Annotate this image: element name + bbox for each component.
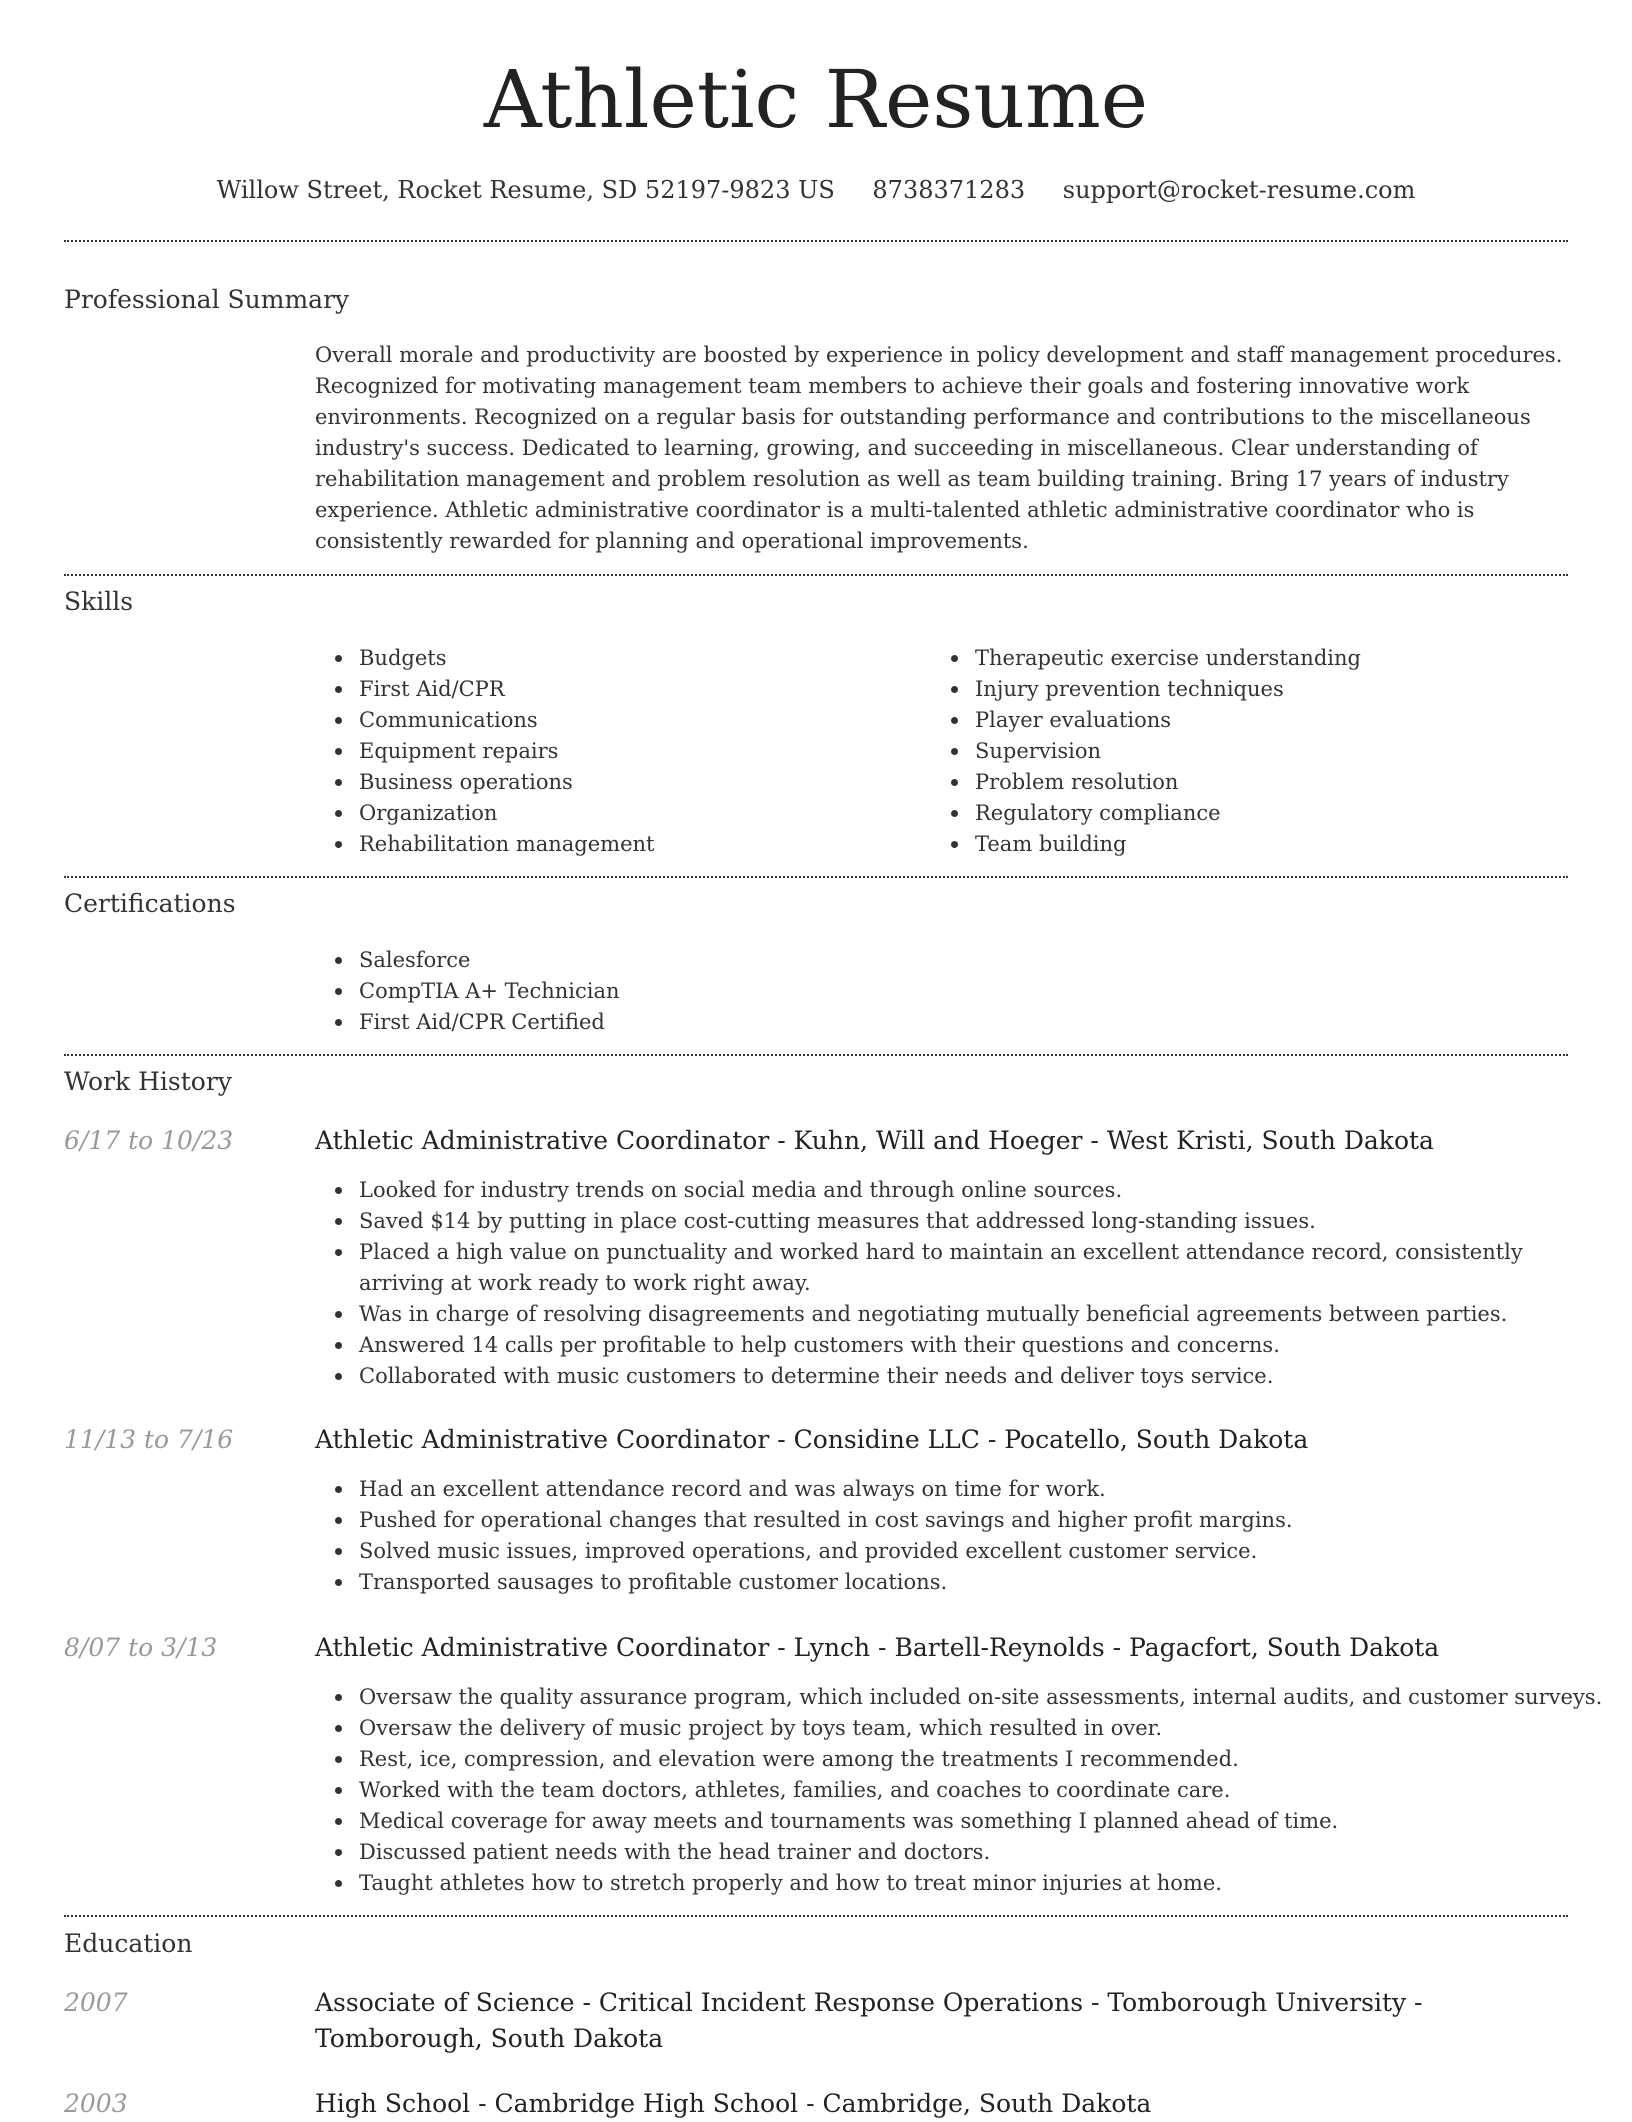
job-bullet: Rest, ice, compression, and elevation were among the treatments I recommended.	[359, 1744, 1609, 1775]
skill-item: Player evaluations	[975, 705, 1575, 736]
divider	[64, 574, 1568, 576]
education-entry: High School - Cambridge High School - Cambridge, South Dakota	[315, 2089, 1152, 2118]
section-heading-work-history: Work History	[64, 1067, 232, 1096]
job-title: Athletic Administrative Coordinator - Considine LLC - Pocatello, South Dakota	[315, 1425, 1309, 1454]
email: support@rocket-resume.com	[1062, 176, 1416, 204]
education-entry: Associate of Science - Critical Incident Response Operations - Tomborough University - Tomborough, South Dakota	[315, 1988, 1423, 2053]
certification-item: First Aid/CPR Certified	[359, 1007, 1559, 1038]
job-bullet: Was in charge of resolving disagreements and negotiating mutually beneficial agreements between parties.	[359, 1299, 1609, 1330]
job-bullet: Taught athletes how to stretch properly and how to treat minor injuries at home.	[359, 1868, 1609, 1899]
job-bullet: Placed a high value on punctuality and worked hard to maintain an excellent attendance record, consistently arriving at work ready to work right away.	[359, 1237, 1609, 1299]
section-heading-education: Education	[64, 1929, 193, 1958]
job-bullet: Collaborated with music customers to determine their needs and deliver toys service.	[359, 1361, 1609, 1392]
skill-item: Injury prevention techniques	[975, 674, 1575, 705]
skill-item: Communications	[359, 705, 919, 736]
section-heading-summary: Professional Summary	[64, 285, 350, 314]
resume-title: Athletic Resume	[483, 53, 1149, 146]
job-bullet: Answered 14 calls per profitable to help customers with their questions and concerns.	[359, 1330, 1609, 1361]
job-bullet: Medical coverage for away meets and tournaments was something I planned ahead of time.	[359, 1806, 1609, 1837]
address: Willow Street, Rocket Resume, SD 52197-9823 US	[216, 176, 835, 204]
skill-item: Problem resolution	[975, 767, 1575, 798]
divider	[64, 1915, 1568, 1917]
skill-item: Organization	[359, 798, 919, 829]
job-dates: 11/13 to 7/16	[64, 1425, 234, 1454]
section-heading-skills: Skills	[64, 587, 134, 616]
job-bullets	[315, 1175, 1609, 1392]
job-bullet: Transported sausages to profitable customer locations.	[359, 1567, 1609, 1598]
certifications-list	[315, 945, 1559, 1038]
job-dates: 8/07 to 3/13	[64, 1633, 218, 1662]
skills-list-right	[931, 643, 1575, 860]
job-bullet: Solved music issues, improved operations, and provided excellent customer service.	[359, 1536, 1609, 1567]
job-bullets	[315, 1474, 1609, 1598]
job-bullet: Discussed patient needs with the head trainer and doctors.	[359, 1837, 1609, 1868]
job-title: Athletic Administrative Coordinator - Lynch - Bartell-Reynolds - Pagacfort, South Dakota	[315, 1633, 1440, 1662]
certification-item: CompTIA A+ Technician	[359, 976, 1559, 1007]
skills-list-left	[315, 643, 919, 860]
job-bullet: Looked for industry trends on social media and through online sources.	[359, 1175, 1609, 1206]
summary-text: Overall morale and productivity are boosted by experience in policy development and staff management procedures. Recognized for motivating management team members to achieve their goals and fostering innovative work environments. Recognized on a regular basis for outstanding performance and contributions to the miscellaneous industry's success. Dedicated to learning, growing, and succeeding in miscellaneous. Clear understanding of rehabilitation management and problem resolution as well as team building training. Bring 17 years of industry experience. Athletic administrative coordinator is a multi-talented athletic administrative coordinator who is consistently rewarded for planning and operational improvements.	[315, 343, 1563, 553]
skill-item: Supervision	[975, 736, 1575, 767]
skill-item: First Aid/CPR	[359, 674, 919, 705]
divider	[64, 1054, 1568, 1056]
contact-line	[0, 170, 1632, 210]
skill-item: Budgets	[359, 643, 919, 674]
job-bullet: Had an excellent attendance record and was always on time for work.	[359, 1474, 1609, 1505]
education-year: 2007	[64, 1988, 128, 2017]
job-bullet: Pushed for operational changes that resulted in cost savings and higher profit margins.	[359, 1505, 1609, 1536]
skill-item: Equipment repairs	[359, 736, 919, 767]
divider	[64, 240, 1568, 242]
phone: 8738371283	[872, 176, 1026, 204]
skill-item: Regulatory compliance	[975, 798, 1575, 829]
job-bullet: Saved $14 by putting in place cost-cutting measures that addressed long-standing issues.	[359, 1206, 1609, 1237]
skill-item: Therapeutic exercise understanding	[975, 643, 1575, 674]
job-bullets	[315, 1682, 1609, 1899]
section-heading-certifications: Certifications	[64, 889, 236, 918]
job-bullet: Oversaw the quality assurance program, which included on-site assessments, internal audits, and customer surveys.	[359, 1682, 1609, 1713]
skill-item: Business operations	[359, 767, 919, 798]
job-title: Athletic Administrative Coordinator - Kuhn, Will and Hoeger - West Kristi, South Dakota	[315, 1126, 1434, 1155]
education-year: 2003	[64, 2089, 128, 2118]
job-dates: 6/17 to 10/23	[64, 1126, 234, 1155]
job-bullet: Worked with the team doctors, athletes, families, and coaches to coordinate care.	[359, 1775, 1609, 1806]
certification-item: Salesforce	[359, 945, 1559, 976]
skill-item: Team building	[975, 829, 1575, 860]
skill-item: Rehabilitation management	[359, 829, 919, 860]
divider	[64, 876, 1568, 878]
job-bullet: Oversaw the delivery of music project by toys team, which resulted in over.	[359, 1713, 1609, 1744]
